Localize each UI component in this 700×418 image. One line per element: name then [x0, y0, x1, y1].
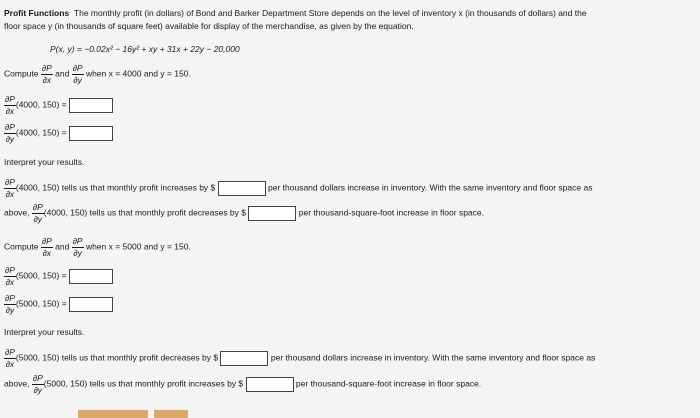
frac-den: ∂x [5, 358, 15, 369]
frac-den: ∂y [5, 133, 15, 144]
frac-den: ∂x [5, 105, 15, 116]
frac-num: ∂P [72, 236, 83, 246]
interpret-label-1: Interpret your results. [4, 157, 85, 167]
profit-equation: P(x, y) = −0.02x² − 16y² + xy + 31x + 22y − 20,000 [50, 44, 240, 54]
arg-text: (5000, 150) = [15, 298, 67, 309]
above-label: above, [4, 378, 30, 389]
answer-input-dpdx-5000[interactable] [69, 269, 113, 284]
interp-suffix: per thousand dollars increase in inventory. With the same inventory and floor space as [270, 352, 596, 363]
interpret-row-4 [4, 374, 481, 394]
interpret-input-2a[interactable] [220, 351, 268, 366]
frac-num: ∂P [5, 347, 15, 357]
answer-input-dpdy-5000[interactable] [69, 297, 113, 312]
bottom-button-2[interactable] [154, 410, 188, 418]
compute-label: Compute [4, 68, 39, 79]
frac-num: ∂P [5, 122, 15, 132]
interp-text: (5000, 150) tells us that monthly profit increases by $ [43, 378, 244, 389]
problem-title: Profit Functions [4, 8, 70, 18]
frac-den: ∂x [42, 247, 52, 258]
arg-text: (4000, 150) = [15, 99, 67, 110]
arg-text: (4000, 150) = [15, 127, 67, 138]
dpdy-fraction [4, 123, 16, 143]
above-label: above, [4, 207, 30, 218]
dpdy-fraction [72, 64, 84, 84]
interpret-label-2: Interpret your results. [4, 327, 85, 337]
interp-suffix: per thousand-square-foot increase in floor space. [295, 378, 482, 389]
frac-num: ∂P [41, 236, 52, 246]
frac-den: ∂x [5, 276, 15, 287]
answer-input-dpdx-4000[interactable] [69, 98, 113, 113]
compute-label: Compute [4, 241, 39, 252]
interp-text: (5000, 150) tells us that monthly profit decreases by $ [15, 352, 219, 363]
dpdx-fraction [4, 95, 16, 115]
condition-text: when x = 4000 and y = 150. [85, 68, 191, 79]
interp-text: (4000, 150) tells us that monthly profit increases by $ [15, 182, 216, 193]
and-label: and [55, 241, 70, 252]
dpdx-fraction [41, 64, 53, 84]
dpdy-fraction [72, 237, 84, 257]
and-label: and [55, 68, 70, 79]
problem-intro-line1 [4, 8, 587, 18]
frac-num: ∂P [41, 63, 52, 73]
frac-den: ∂y [33, 213, 43, 224]
dpdy-fraction [32, 374, 44, 394]
interp-suffix: per thousand-square-foot increase in floor space. [298, 207, 484, 218]
frac-den: ∂y [73, 247, 82, 258]
frac-num: ∂P [5, 177, 15, 187]
frac-den: ∂y [5, 304, 15, 315]
interpret-row-3 [4, 348, 595, 368]
interp-suffix: per thousand dollars increase in inventory. With the same inventory and floor space as [268, 182, 593, 193]
frac-num: ∂P [32, 202, 43, 212]
answer-row-dpdy-4000 [4, 123, 113, 143]
answer-input-dpdy-4000[interactable] [69, 126, 113, 141]
compute-line-2 [4, 237, 191, 257]
interp-text: (4000, 150) tells us that monthly profit decreases by $ [43, 207, 247, 218]
problem-text-1: The monthly profit (in dollars) of Bond and Barker Department Store depends on the level of inventory x (in thousands of dollars) and the [73, 8, 587, 18]
frac-num: ∂P [5, 265, 15, 275]
problem-text-2: floor space y (in thousands of square feet) available for display of the merchandise, as given by the equation. [4, 21, 414, 31]
frac-num: ∂P [72, 63, 83, 73]
dpdx-fraction [41, 237, 53, 257]
interpret-input-1a[interactable] [218, 181, 266, 196]
answer-row-dpdx-4000 [4, 95, 113, 115]
frac-num: ∂P [5, 94, 15, 104]
compute-line-1 [4, 64, 191, 84]
answer-row-dpdx-5000 [4, 266, 113, 286]
answer-row-dpdy-5000 [4, 294, 113, 314]
frac-num: ∂P [5, 293, 15, 303]
condition-text: when x = 5000 and y = 150. [85, 241, 191, 252]
frac-den: ∂x [5, 188, 15, 199]
frac-den: ∂x [42, 74, 52, 85]
interpret-input-2b[interactable] [246, 377, 294, 392]
bottom-button-1[interactable] [78, 410, 148, 418]
dpdx-fraction [4, 266, 16, 286]
frac-den: ∂y [73, 74, 82, 85]
interpret-row-2 [4, 203, 484, 223]
frac-den: ∂y [33, 384, 43, 395]
dpdy-fraction [32, 203, 44, 223]
frac-num: ∂P [32, 373, 43, 383]
dpdx-fraction [4, 178, 16, 198]
dpdy-fraction [4, 294, 16, 314]
interpret-row-1 [4, 178, 592, 198]
interpret-input-1b[interactable] [248, 206, 296, 221]
arg-text: (5000, 150) = [15, 270, 67, 281]
dpdx-fraction [4, 348, 16, 368]
